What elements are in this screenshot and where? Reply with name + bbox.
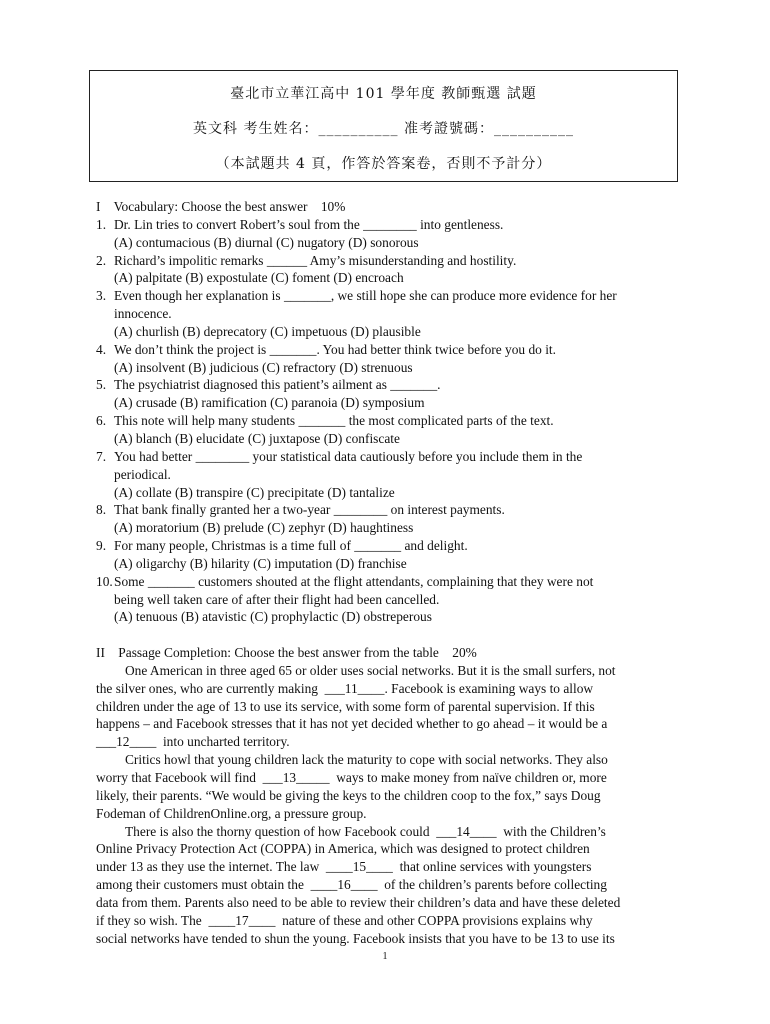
question-text: That bank finally granted her a two-year ________ on interest payments. [114,502,505,518]
question-options: (A) blanch (B) elucidate (C) juxtapose (D) confiscate [114,430,400,446]
question-text-continued: being well taken care of after their flight had been cancelled. [114,591,440,607]
question-3 [96,287,686,341]
question-4 [96,341,686,377]
section-1-title: I Vocabulary: Choose the best answer 10% [96,199,346,214]
question-number: 8. [96,502,107,518]
question-text: Dr. Lin tries to convert Robert’s soul from the ________ into gentleness. [114,216,504,232]
passage-line: social networks have tended to shun the young. Facebook insists that you have to be 13 to use its [96,930,615,946]
question-options: (A) insolvent (B) judicious (C) refractory (D) strenuous [114,359,413,375]
passage-line: if they so wish. The ____17____ nature of these and other COPPA provisions explains why [96,912,593,928]
question-number: 10. [96,573,113,589]
question-options: (A) churlish (B) deprecatory (C) impetuous (D) plausible [114,323,421,339]
question-2 [96,252,686,288]
passage-line: under 13 as they use the internet. The law ____15____ that online services with youngsters [96,859,592,875]
question-options: (A) collate (B) transpire (C) precipitate (D) tantalize [114,484,395,500]
question-text: We don’t think the project is _______. You had better think twice before you do it. [114,341,556,357]
question-options: (A) crusade (B) ramification (C) paranoia (D) symposium [114,395,425,411]
question-9 [96,537,686,573]
question-7 [96,448,686,502]
question-text: Some _______ customers shouted at the flight attendants, complaining that they were not [114,573,594,589]
passage-line: Online Privacy Protection Act (COPPA) in America, which was designed to protect children [96,841,590,857]
candidate-info-line: 英文科 考生姓名：__________ 准考證號碼：__________ [193,121,574,137]
passage-line: Fodeman of ChildrenOnline.org, a pressure group. [96,805,367,821]
question-options: (A) moratorium (B) prelude (C) zephyr (D) haughtiness [114,520,414,536]
passage-line: Critics howl that young children lack the maturity to cope with social networks. They also [125,752,608,768]
passage [96,662,686,948]
question-number: 9. [96,538,107,554]
exam-header-box [89,70,678,182]
question-text-continued: innocence. [114,306,172,322]
question-5 [96,376,686,412]
question-options: (A) contumacious (B) diurnal (C) nugatory (D) sonorous [114,234,419,250]
passage-line: One American in three aged 65 or older uses social networks. But it is the small surfers, not [125,662,616,678]
question-options: (A) tenuous (B) atavistic (C) prophylactic (D) obstreperous [114,609,432,625]
exam-content [96,198,686,947]
passage-line: likely, their parents. “We would be giving the keys to the children coop to the fox,” says Doug [96,787,601,803]
passage-line: the silver ones, who are currently making ___11____. Facebook is examining ways to allow [96,680,594,696]
question-text: You had better ________ your statistical data cautiously before you include them in the [114,448,583,464]
page-number: 1 [382,951,388,962]
passage-line: happens – and Facebook stresses that it has not yet decided whether to go ahead – it would be a [96,716,608,732]
passage-line: ___12____ into uncharted territory. [96,734,290,750]
question-number: 4. [96,341,107,357]
passage-line: worry that Facebook will find ___13_____ ways to make money from naïve children or, more [96,770,607,785]
passage-line: children under the age of 13 to use its service, with some form of parental supervision. If this [96,698,595,714]
question-10 [96,573,686,627]
passage-line: among their customers must obtain the ____16____ of the children’s parents before collecting [96,877,607,893]
question-text: Even though her explanation is _______, we still hope she can produce more evidence for her [114,288,617,304]
question-text: This note will help many students _______ the most complicated parts of the text. [114,413,554,429]
question-options: (A) oligarchy (B) hilarity (C) imputation (D) franchise [114,555,407,571]
question-1 [96,216,686,252]
question-number: 1. [96,216,107,232]
question-8 [96,501,686,537]
passage-line: data from them. Parents also need to be able to review their children’s data and have these deleted [96,894,621,910]
question-text: The psychiatrist diagnosed this patient’s ailment as _______. [114,377,441,393]
question-number: 3. [96,288,107,304]
exam-instructions: （本試題共 4 頁，作答於答案卷，否則不予計分） [215,156,552,172]
question-text: Richard’s impolitic remarks ______ Amy’s misunderstanding and hostility. [114,252,517,268]
passage-line: There is also the thorny question of how Facebook could ___14____ with the Children’s [125,823,606,839]
question-number: 5. [96,377,107,393]
exam-title: 臺北市立華江高中 101 學年度 教師甄選 試題 [230,86,537,102]
question-6 [96,412,686,448]
question-text-continued: periodical. [114,466,171,482]
question-options: (A) palpitate (B) expostulate (C) foment (D) encroach [114,270,404,286]
question-text: For many people, Christmas is a time full of _______ and delight. [114,538,468,554]
question-number: 6. [96,413,107,429]
question-number: 2. [96,252,107,268]
section-2-title: II Passage Completion: Choose the best answer from the table 20% [96,645,477,661]
question-number: 7. [96,448,107,464]
